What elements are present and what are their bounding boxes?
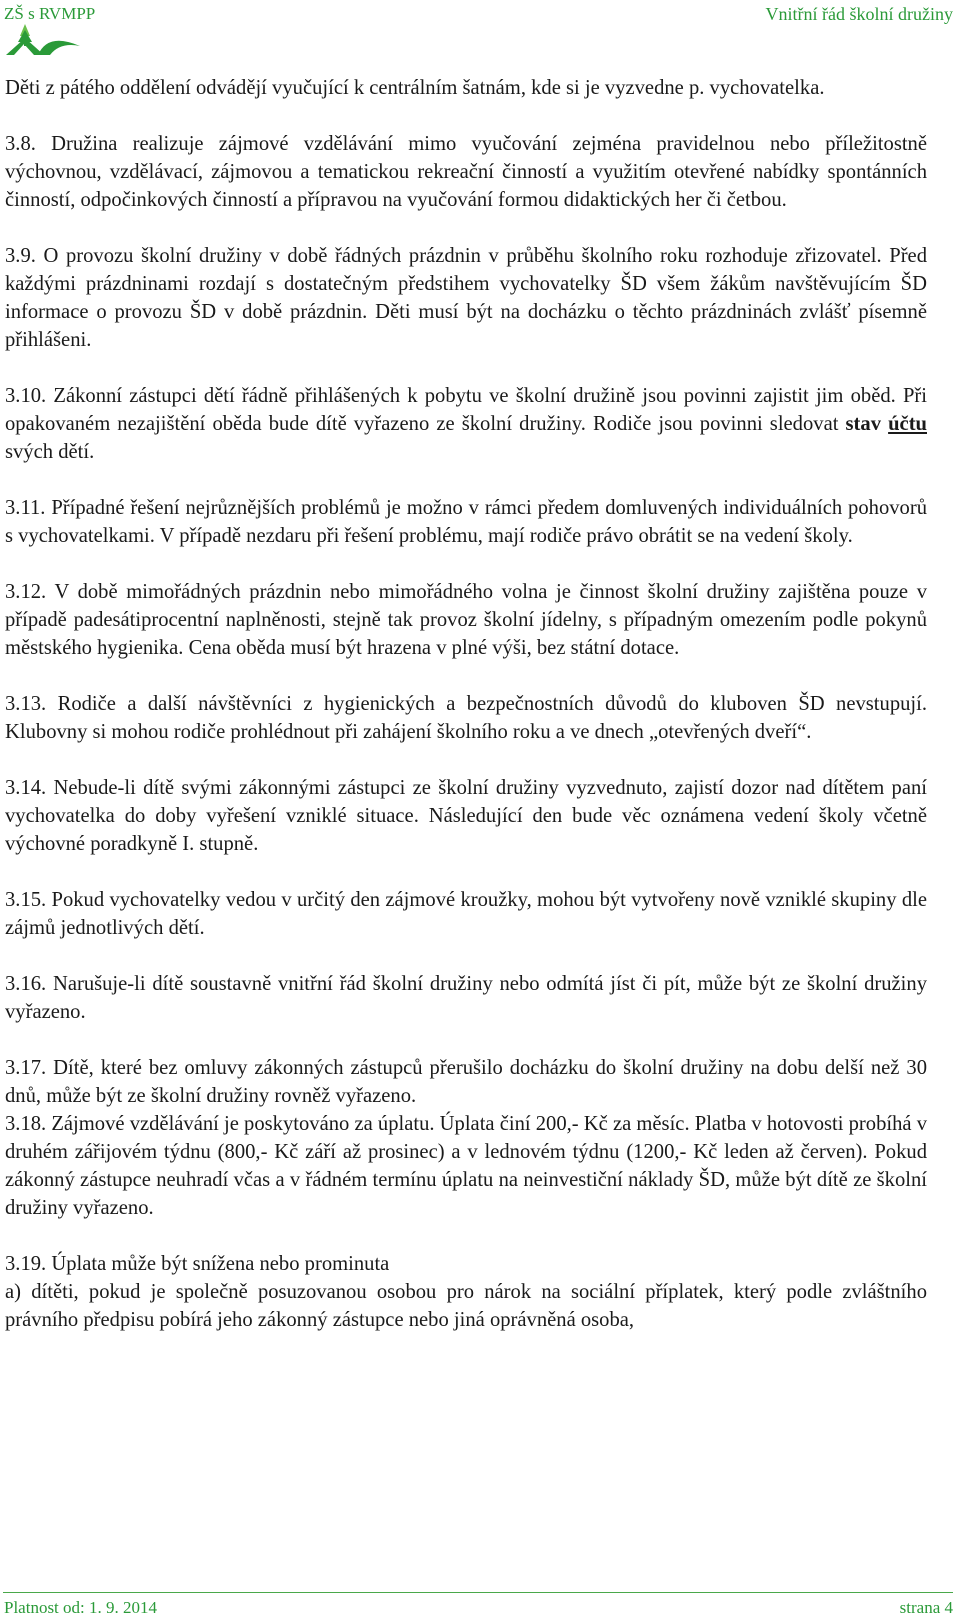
paragraph-3-15	[5, 886, 927, 942]
paragraph-text: a) dítěti, pokud je společně posuzovanou osobou pro nárok na sociální příplatek, který podle zvláštního právního předpisu pobírá jeho zákonný zástupce nebo jiná oprávněná osoba,	[5, 1281, 927, 1331]
paragraph-text: Dítě, které bez omluvy zákonných zástupců přerušilo docházku do školní družiny na dobu delší než 30 dnů, může být ze školní družiny rovněž vyřazeno.	[5, 1057, 927, 1107]
paragraph-text: Družina realizuje zájmové vzdělávání mimo vyučování zejména pravidelnou nebo příležitostně výchovnou, vzdělávací, zájmovou a tematickou rekreační činností a využitím otevřené nabídky spontánních činností, odpočinkových činností a přípravou na vyučování formou didaktických her či četbou.	[5, 133, 927, 211]
paragraph-3-16	[5, 970, 927, 1026]
paragraph-number: 3.16.	[5, 973, 47, 995]
paragraph-number: 3.13.	[5, 693, 47, 715]
paragraph-3-18	[5, 1110, 927, 1222]
paragraph-text: Pokud vychovatelky vedou v určitý den zájmové kroužky, mohou být vytvořeny nově vzniklé skupiny dle zájmů jednotlivých dětí.	[5, 889, 927, 939]
page-header	[0, 0, 960, 58]
bold-underlined-text: účtu	[888, 413, 927, 435]
paragraph-number: 3.19.	[5, 1253, 47, 1275]
footer-divider	[3, 1592, 953, 1593]
bold-text: stav	[845, 413, 889, 435]
paragraph-number: 3.8.	[5, 133, 36, 155]
paragraph-number: 3.14.	[5, 777, 47, 799]
paragraph-3-17	[5, 1054, 927, 1110]
paragraph-number: 3.12.	[5, 581, 47, 603]
page-number: strana 4	[899, 1598, 953, 1617]
paragraph-text: Narušuje-li dítě soustavně vnitřní řád školní družiny nebo odmítá jíst či pít, může být ze školní družiny vyřazeno.	[5, 973, 927, 1023]
paragraph-number: 3.10.	[5, 385, 47, 407]
paragraph-number: 3.15.	[5, 889, 47, 911]
paragraph-3-8	[5, 130, 927, 214]
paragraph-text: Nebude-li dítě svými zákonnými zástupci ze školní družiny vyzvednuto, zajistí dozor nad dítětem paní vychovatelka do doby vyřešení vzniklé situace. Následující den bude věc oznámena vedení školy včetně výchovné poradkyně I. stupně.	[5, 777, 927, 855]
paragraph-3-13	[5, 690, 927, 746]
paragraph-intro	[5, 74, 927, 102]
paragraph-text: Děti z pátého oddělení odvádějí vyučující k centrálním šatnám, kde si je vyzvedne p. vychovatelka.	[5, 77, 825, 99]
paragraph-text: Úplata může být snížena nebo prominuta	[46, 1253, 390, 1275]
paragraph-number: 3.17.	[5, 1057, 47, 1079]
document-body	[5, 74, 927, 1334]
validity-date: Platnost od: 1. 9. 2014	[4, 1598, 158, 1617]
paragraph-number: 3.9.	[5, 245, 36, 267]
school-name: ZŠ s RVMPP	[4, 4, 96, 23]
paragraph-number: 3.18.	[5, 1113, 47, 1135]
document-title: Vnitřní řád školní družiny	[765, 4, 953, 24]
paragraph-text: O provozu školní družiny v době řádných prázdnin v průběhu školního roku rozhoduje zřizovatel. Před každými prázdninami rozdají s dostatečným předstihem vychovatelky ŠD všem žákům navštěvujícím ŠD informace o provozu ŠD v době prázdnin. Děti musí být na docházku o těchto prázdninách zvlášť písemně přihlášeni.	[5, 245, 927, 351]
paragraph-number: 3.11.	[5, 497, 46, 519]
paragraph-text: Zákonní zástupci dětí řádně přihlášených k pobytu ve školní družině jsou povinni zajistit jim oběd. Při opakovaném nezajištění oběda bude dítě vyřazeno ze školní družiny. Rodiče jsou povinni sledovat	[5, 385, 927, 435]
paragraph-text-end: svých dětí.	[5, 441, 95, 463]
paragraph-3-10	[5, 382, 927, 466]
paragraph-text: V době mimořádných prázdnin nebo mimořádného volna je činnost školní družiny zajištěna pouze v případě padesátiprocentní naplněnosti, stejně tak provoz školní jídelny, s případným omezením podle pokynů městského hygienika. Cena oběda musí být hrazena v plné výši, bez státní dotace.	[5, 581, 927, 659]
paragraph-3-19-a	[5, 1278, 927, 1334]
paragraph-3-19	[5, 1250, 927, 1278]
paragraph-3-11	[5, 494, 927, 550]
paragraph-text: Případné řešení nejrůznějších problémů je možno v rámci předem domluvených individuálních pohovorů s vychovatelkami. V případě nezdaru při řešení problému, mají rodiče právo obrátit se na vedení školy.	[5, 497, 927, 547]
paragraph-3-14	[5, 774, 927, 858]
paragraph-text: Zájmové vzdělávání je poskytováno za úplatu. Úplata činí 200,- Kč za měsíc. Platba v hotovosti probíhá v druhém zářijovém týdnu (800,- Kč září až prosinec) a v lednovém týdnu (1200,- Kč leden až červen). Pokud zákonný zástupce neuhradí včas a v řádném termínu úplatu na neinvestiční náklady ŠD, může být dítě ze školní družiny vyřazeno.	[5, 1113, 927, 1219]
paragraph-text: Rodiče a další návštěvníci z hygienických a bezpečnostních důvodů do kluboven ŠD nevstupují. Klubovny si mohou rodiče prohlédnout při zahájení školního roku a ve dnech „otevřených dveří“.	[5, 693, 927, 743]
paragraph-3-12	[5, 578, 927, 662]
page-footer	[0, 1592, 960, 1620]
paragraph-3-9	[5, 242, 927, 354]
school-logo-icon	[4, 22, 82, 56]
